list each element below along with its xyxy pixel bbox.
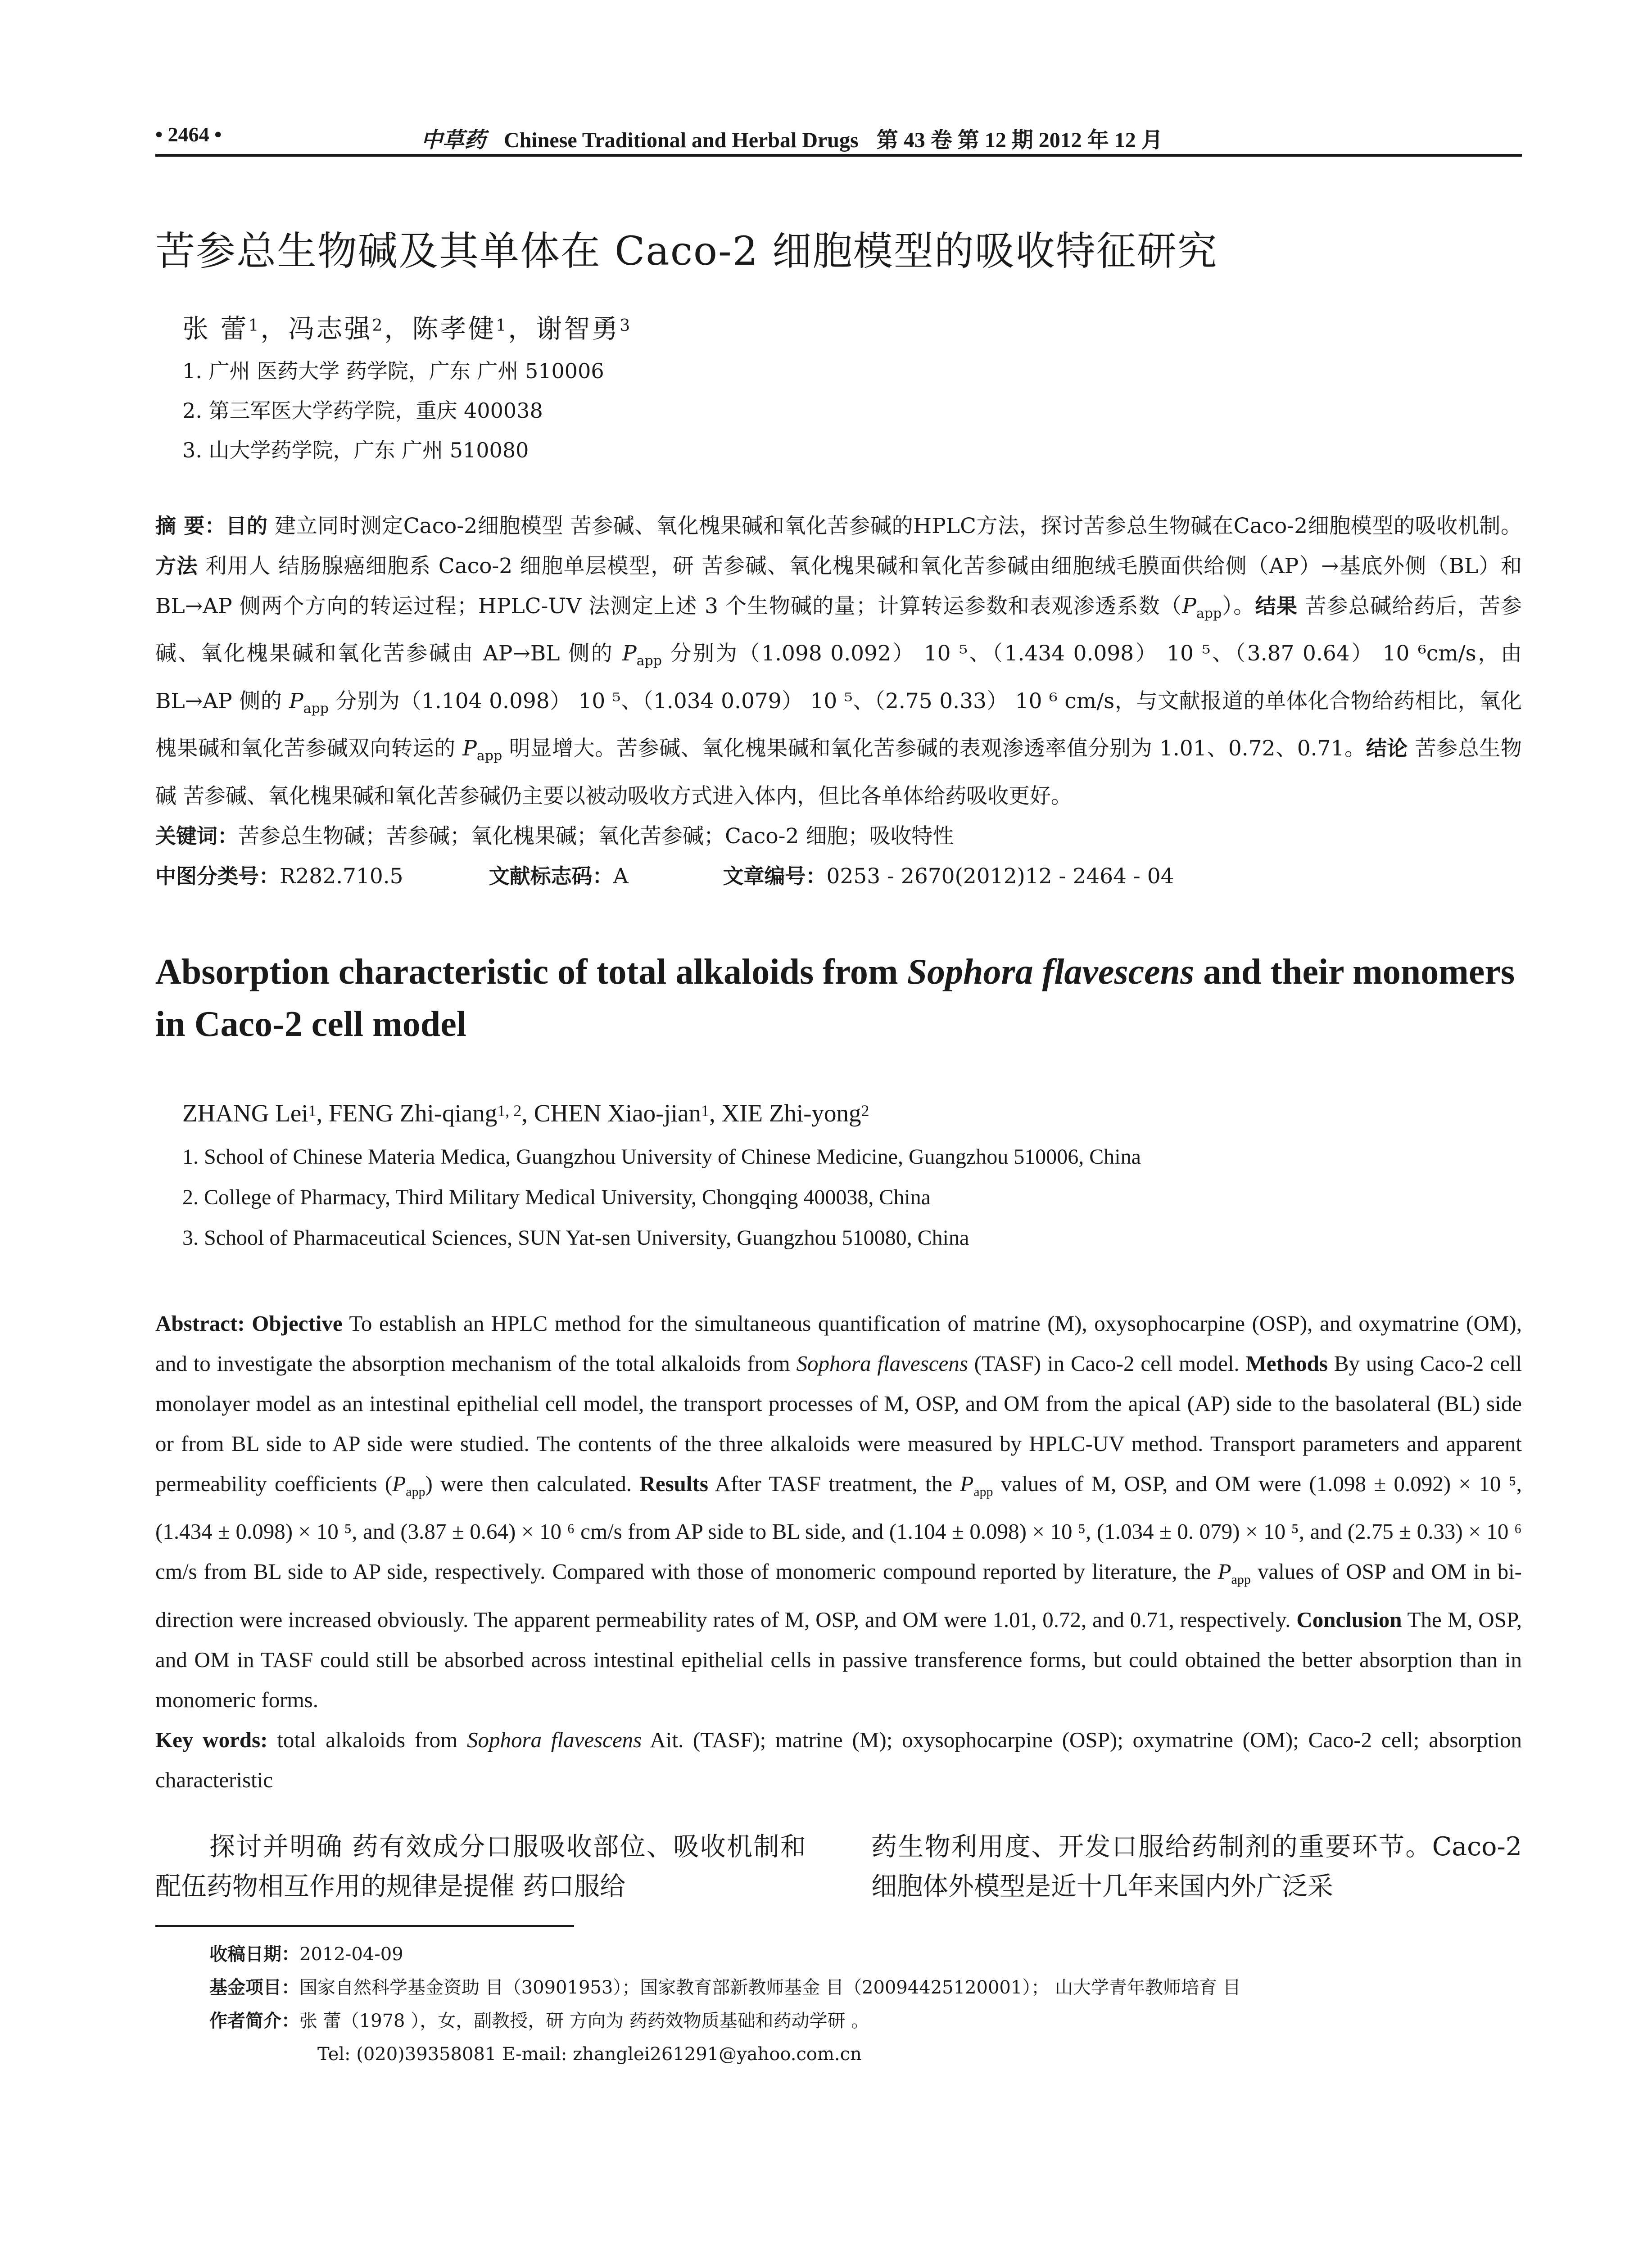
affiliation: 3. 山大学药学院，广东 广州 510080: [182, 438, 529, 462]
affiliation: 1. 广州 医药大学 药学院，广东 广州 510006: [182, 359, 604, 383]
author-name: 陈孝健: [412, 313, 496, 344]
results-label: 结果: [1255, 594, 1298, 618]
keywords-cn: [155, 816, 1522, 856]
journal-line: [421, 122, 1163, 154]
methods-text: By using Caco-2 cell monolayer model as an intestinal epithelial cell model, the transport processes of M, OSP, and OM from the apical (AP) side to the basolateral (BL) side or from BL side to AP side were studied. The contents of the three alkaloids were measured by HPLC-UV method. Transport parameters and apparent permeability coefficients (: [155, 1351, 1522, 1496]
classification-row: [155, 856, 1522, 896]
results-label: Results: [639, 1471, 708, 1496]
results-text: 明显增大。苦参碱、氧化槐果碱和氧化苦参碱的表观渗透率值分别为 1.01、0.72、0.71。: [502, 736, 1366, 761]
author-affiliation-mark: 1: [701, 1101, 709, 1120]
clc-label: 中图分类号：: [155, 863, 280, 888]
papp-subscript: app: [406, 1484, 425, 1499]
results-text: 苦参总碱给药后，苦参碱、氧化槐果碱和氧化苦参碱由 AP→BL 侧的: [155, 594, 1522, 666]
objective-text: To establish an HPLC method for the simultaneous quantification of matrine (M), oxysophocarpine (OSP), and oxymatrine (OM), and to investigate the absorption mechanism of the total alkaloids from: [155, 1311, 1522, 1376]
metadata-cn: [155, 816, 1522, 896]
papp-symbol: P: [289, 688, 303, 714]
author-name: 冯志强: [288, 313, 372, 344]
methods-text: 利用人 结肠腺癌细胞系 Caco-2 细胞单层模型，研 苦参碱、氧化槐果碱和氧化苦参碱由细胞绒毛膜面供给侧（AP）→基底外侧（BL）和 BL→AP 侧两个方向的转运过程；HPLC-UV 法测定上述 3 个生物碱的量；计算转运参数和表观渗透系数（: [155, 554, 1522, 619]
papp-symbol: P: [960, 1471, 974, 1496]
results-text: After TASF treatment, the: [708, 1471, 960, 1496]
author-affiliation-mark: 1: [496, 316, 508, 335]
body-text: [155, 1827, 1522, 1906]
bio-value: 张 蕾（1978 ），女，副教授，研 方向为 药药效物质基础和药动学研 。: [299, 2011, 869, 2032]
abstract-en: [155, 1303, 1522, 1800]
conclusion-text: The M, OSP, and OM in TASF could still be absorbed across intestinal epithelial cells in passive transference forms, but could obtained the better absorption than in monomeric forms.: [155, 1607, 1522, 1713]
methods-text: ) were then calculated.: [425, 1471, 640, 1496]
objective-text: (TASF) in Caco-2 cell model.: [968, 1351, 1246, 1376]
paragraph: 探讨并明确 药有效成分口服吸收部位、吸收机制和配伍药物相互作用的规律是提催 药口服给: [155, 1832, 806, 1902]
author-affiliation-mark: 1, 2: [497, 1101, 522, 1120]
authors-en: ZHANG Lei$^1$, FENG Zhi-qiang$^{1, 2}$, CHEN Xiao-jian$^1$, XIE Zhi-yong$^2$: [182, 1099, 869, 1127]
papp-symbol: P: [1218, 1559, 1231, 1584]
species-name: Sophora flavescens: [467, 1727, 642, 1753]
paragraph: 药生物利用度、开发口服给药制剂的重要环节。Caco-2 细胞体外模型是近十几年来国内外广泛采: [871, 1832, 1522, 1902]
papp-symbol: P: [622, 641, 637, 666]
abstract-cn: [155, 506, 1522, 816]
papp-symbol: P: [462, 736, 477, 761]
received-date: [209, 1938, 1522, 1971]
doc-code-label: 文献标志码：: [489, 863, 613, 888]
footnotes: [155, 1938, 1522, 2071]
species-name: Sophora flavescens: [796, 1351, 968, 1376]
bio-label: 作者简介：: [209, 2011, 299, 2032]
results-text: values of M, OSP, and OM were (1.098 ± 0.092) × 10 ⁵, (1.434 ± 0.098) × 10 ⁵, and (3.87 ± 0.64) × 10 ⁶ cm/s from AP side to BL side, and (1.104 ± 0.098) × 10 ⁵, (1.034 ± 0. 079) × 10 ⁵, and (2.75 ± 0.33) × 10 ⁶ cm/s from BL side to AP side, respectively. Compared with those of monomeric compound reported by literature, the: [155, 1471, 1522, 1584]
author-affiliation-mark: 3: [620, 316, 632, 335]
keywords-text: Ait. (TASF); matrine (M); oxysophocarpine (OSP); oxymatrine (OM); Caco-2 cell; absorption characteristic: [155, 1727, 1522, 1793]
papp-subscript: app: [973, 1484, 993, 1499]
keywords-label: 关键词：: [155, 823, 238, 848]
title-en: [155, 946, 1522, 1050]
title-text: Absorption characteristic of total alkaloids from: [155, 952, 907, 992]
authors-cn: 张 蕾$^1$，冯志强$^2$，陈孝健$^1$，谢智勇$^3$: [182, 313, 632, 344]
fund-info: [209, 1971, 1522, 2004]
papp-subscript: app: [1231, 1572, 1251, 1587]
author-affiliation-mark: 1: [308, 1101, 317, 1120]
keywords-text: 苦参总生物碱；苦参碱；氧化槐果碱；氧化苦参碱；Caco-2 细胞；吸收特性: [238, 823, 954, 849]
results-text: 分别为（1.098 0.092） 10 ⁵、（1.434 0.098） 10 ⁵、（3.87 0.64） 10 ⁶cm/s，由 BL→AP 侧的: [155, 641, 1522, 714]
affiliation: 2. 第三军医大学药学院，重庆 400038: [182, 398, 543, 423]
body-column-right: [871, 1827, 1522, 1906]
methods-label: Methods: [1245, 1351, 1328, 1376]
papp-symbol: P: [392, 1471, 406, 1496]
author-name: 张 蕾: [182, 313, 249, 344]
author-affiliation-mark: 2: [372, 316, 385, 335]
objective-label: 目的: [226, 514, 268, 538]
page-number: • 2464 •: [155, 123, 222, 146]
author-name: FENG Zhi-qiang: [329, 1099, 498, 1127]
doc-code-value: A: [613, 863, 629, 889]
author-name: CHEN Xiao-jian: [534, 1099, 701, 1127]
conclusion-label: Conclusion: [1296, 1607, 1402, 1632]
running-header: [155, 113, 1522, 157]
keywords-text: total alkaloids from: [267, 1727, 467, 1753]
methods-label: 方法: [155, 554, 198, 578]
affiliations-en: [155, 1137, 1522, 1258]
body-column-left: [155, 1827, 806, 1906]
papp-subscript: app: [636, 653, 662, 669]
author-name: XIE Zhi-yong: [721, 1099, 861, 1127]
methods-text: ）。: [1222, 594, 1255, 619]
author-bio: [209, 2004, 1522, 2038]
objective-text: 建立同时测定Caco-2细胞模型 苦参碱、氧化槐果碱和氧化苦参碱的HPLC方法，探讨苦参总生物碱在Caco-2细胞模型的吸收机制。: [267, 514, 1522, 538]
article-page: [155, 113, 1522, 2071]
papp-subscript: app: [476, 748, 502, 764]
issue-info: 第 43 卷 第 12 期 2012 年 12 月: [876, 128, 1163, 152]
fund-value: 国家自然科学基金资助 目（30901953）；国家教育部新教师基金 目（20094425120001）； 山大学青年教师培育 目: [299, 1977, 1241, 1998]
fund-label: 基金项目：: [209, 1977, 299, 1998]
author-name: ZHANG Lei: [182, 1099, 308, 1127]
conclusion-text: 苦参总生物碱 苦参碱、氧化槐果碱和氧化苦参碱仍主要以被动吸收方式进入体内，但比各单体给药吸收更好。: [155, 736, 1522, 809]
abstract-label: 摘 要：: [155, 514, 226, 538]
title-species: Sophora flavescens: [907, 952, 1195, 992]
results-text: values of OSP and OM in bi-direction were increased obviously. The apparent permeability rates of M, OSP, and OM were 1.01, 0.72, and 0.71, respectively.: [155, 1559, 1522, 1632]
clc-value: R282.710.5: [280, 863, 403, 889]
affiliation: 1. School of Chinese Materia Medica, Guangzhou University of Chinese Medicine, Guangzhou 510006, China: [182, 1144, 1141, 1169]
abstract-objective-label: Abstract: Objective: [155, 1311, 343, 1336]
journal-name-en: Chinese Traditional and Herbal Drugs: [504, 128, 859, 152]
footnote-divider: [155, 1925, 574, 1927]
papp-symbol: P: [1182, 594, 1196, 619]
article-no-value: 0253 - 2670(2012)12 - 2464 - 04: [826, 863, 1174, 889]
results-text: 分别为（1.104 0.098） 10 ⁵、（1.034 0.079） 10 ⁵、（2.75 0.33） 10 ⁶ cm/s，与文献报道的单体化合物给药相比，氧化槐果碱和氧化苦参碱双向转运的: [155, 688, 1522, 761]
journal-name-cn: 中草药: [421, 128, 486, 152]
keywords-label: Key words:: [155, 1727, 268, 1753]
affiliation: 2. College of Pharmacy, Third Military Medical University, Chongqing 400038, China: [182, 1185, 931, 1209]
received-value: 2012-04-09: [299, 1944, 403, 1965]
affiliations-cn: [155, 351, 1522, 470]
article-no-label: 文章编号：: [723, 863, 827, 888]
title-text: and their monomers in Caco-2 cell model: [155, 952, 1515, 1044]
papp-subscript: app: [1196, 606, 1222, 622]
author-affiliation-mark: 1: [248, 316, 261, 335]
contact-info: Tel: (020)39358081 E-mail: zhanglei261291@yahoo.com.cn: [317, 2044, 862, 2065]
author-affiliation-mark: 2: [861, 1101, 869, 1120]
title-cn: 苦参总生物碱及其单体在 Caco-2 细胞模型的吸收特征研究: [155, 228, 1218, 274]
received-label: 收稿日期：: [209, 1944, 299, 1965]
conclusion-label: 结论: [1366, 736, 1408, 761]
author-name: 谢智勇: [536, 313, 620, 344]
papp-subscript: app: [303, 701, 329, 717]
affiliation: 3. School of Pharmaceutical Sciences, SUN Yat-sen University, Guangzhou 510080, China: [182, 1225, 969, 1250]
